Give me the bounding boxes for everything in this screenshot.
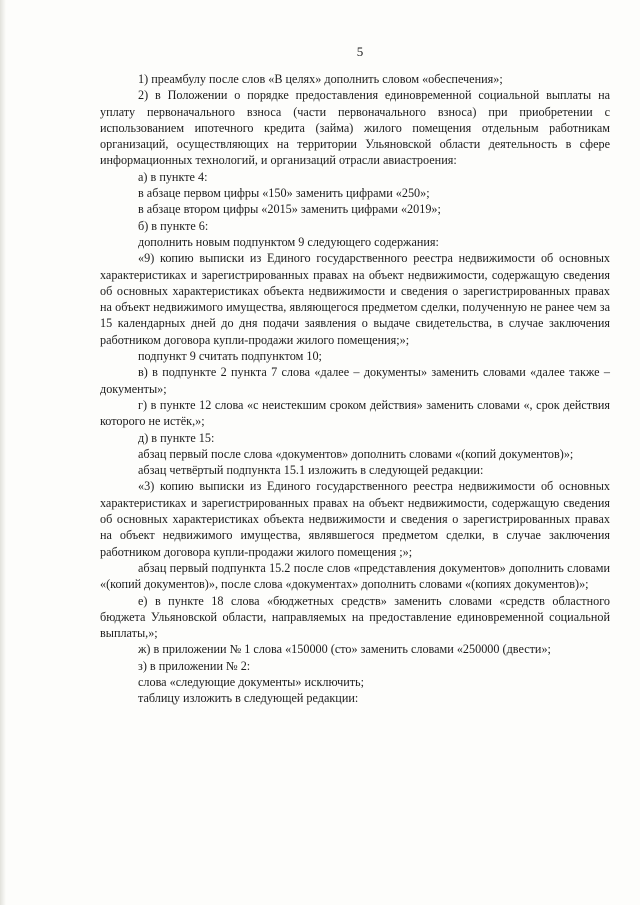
paragraph-item-b: б) в пункте 6: [138,218,209,233]
paragraph-item-d: д) в пункте 15: [138,430,215,445]
paragraph-item-d-3: абзац первый подпункта 15.2 после слов «представления документов» дополнить словами «(копий документов)», после слова «документах» дополнить словами «(копиях документов)»; [100,560,610,592]
paragraph-subitem-3: «3) копию выписки из Единого государственного реестра недвижимости об основных характеристиках и зарегистрированных правах на объект недвижимости, содержащую сведения об основных характеристиках объекта недвижимости и сведения о зарегистрированных правах на объект недвижимого имущества, являвшегося предметом сделки, в случае заключения работником договора купли-продажи жилого помещения ;»; [100,479,610,559]
paragraph-item-z-1: слова «следующие документы» исключить; [138,674,365,689]
paragraph-item-a: а) в пункте 4: [138,169,208,184]
paragraph-item-g: г) в пункте 12 слова «с неистекшим сроком действия» заменить словами «, срок действия которого не истёк,»; [100,397,610,429]
paragraph-item-a-2: в абзаце втором цифры «2015» заменить цифрами «2019»; [138,202,441,217]
paragraph-item-b-1: дополнить новым подпунктом 9 следующего содержания: [138,234,439,249]
paragraph-subitem-9: «9) копию выписки из Единого государственного реестра недвижимости об основных характеристиках и зарегистрированных правах на объект недвижимости, содержащую сведения об основных характеристиках объекта недвижимости и сведения о зарегистрированных правах на объект недвижимого имущества, являющегося предметом сделки, полученную не ранее чем за 15 календарных дней до дня подачи заявления о выдаче свидетельства, в случае заключения работником договора купли-продажи жилого помещения;»; [100,251,610,347]
scan-edge-shadow [0,0,6,905]
page-number: 5 [356,44,364,59]
paragraph-preamble: 1) преамбулу после слов «В целях» дополнить словом «обеспечения»; [138,72,503,86]
paragraph-item-z-2: таблицу изложить в следующей редакции: [138,691,359,706]
paragraph-item-z: з) в приложении № 2: [138,658,251,673]
paragraph-regulation-title: 2) в Положении о порядке предоставления единовременной социальной выплаты на уплату первоначального взноса (части первоначального взноса) при приобретении с использованием ипотечного кредита (займа) жилого помещения отдельным работникам организаций, осуществляющих на территории Ульяновской области деятельность в сфере информационных технологий, и организаций отрасли авиастроения: [100,88,610,168]
paragraph-item-v: в) в подпункте 2 пункта 7 слова «далее – документы» заменить словами «далее также – документы»; [100,365,610,396]
paragraph-item-e: е) в пункте 18 слова «бюджетных средств» заменить словами «средств областного бюджета Ульяновской области, направляемых на предоставление единовременной социальной выплаты,»; [100,593,610,641]
paragraph-item-d-1: абзац первый после слова «документов» дополнить словами «(копий документов)»; [138,446,574,461]
paragraph-item-d-2: абзац четвёртый подпункта 15.1 изложить в следующей редакции: [138,463,484,478]
paragraph-item-zh: ж) в приложении № 1 слова «150000 (сто» заменить словами «250000 (двести»; [138,642,551,657]
paragraph-subitem-renumber: подпункт 9 считать подпунктом 10; [138,349,322,364]
paragraph-item-a-1: в абзаце первом цифры «150» заменить цифрами «250»; [138,186,430,201]
